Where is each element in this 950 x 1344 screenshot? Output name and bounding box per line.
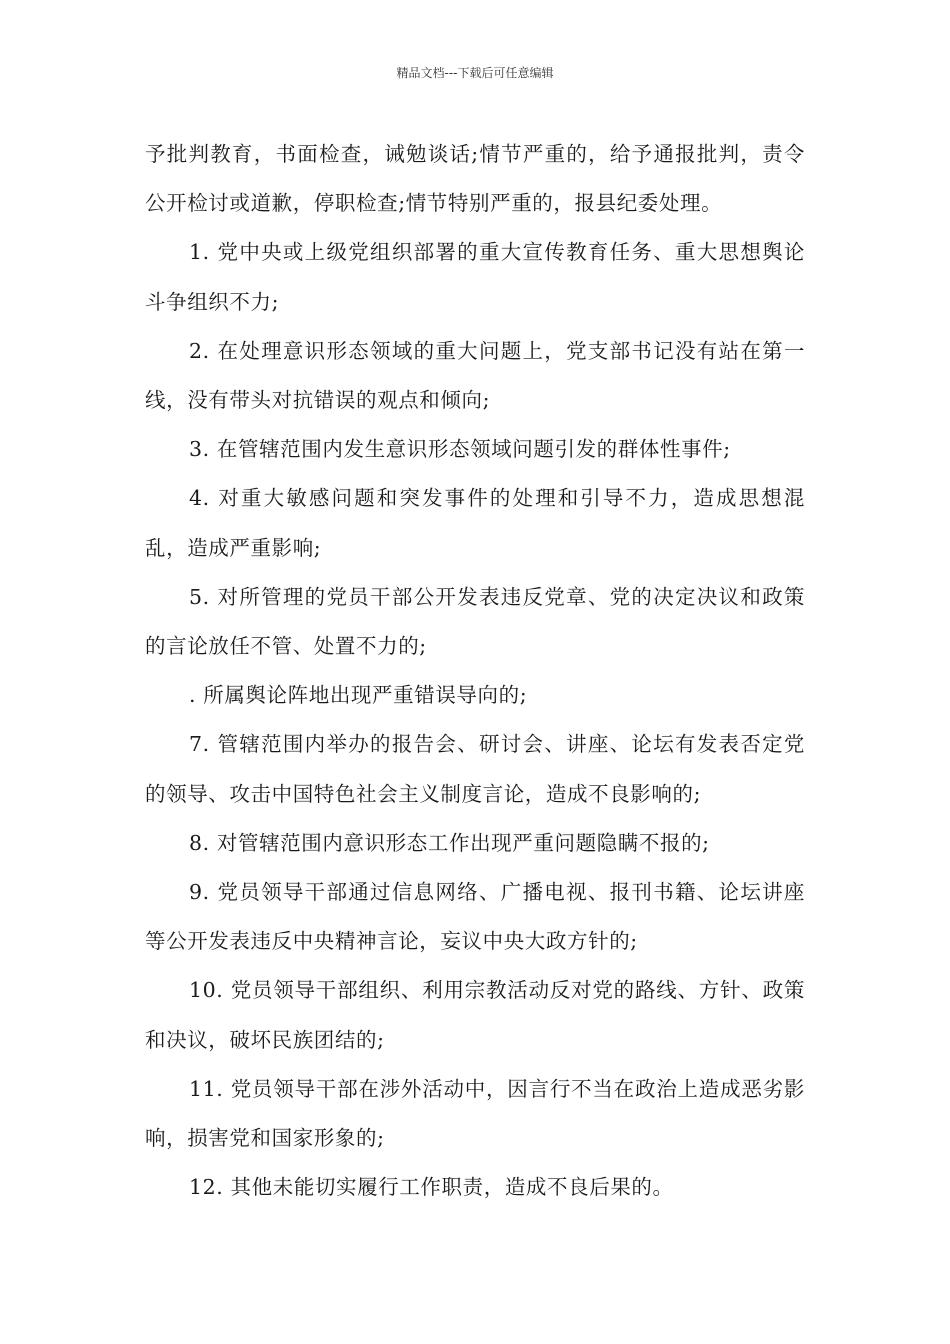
list-item: 9. 党员领导干部通过信息网络、广播电视、报刊书籍、论坛讲座等公开发表违反中央精神言论，妄议中央大政方针的; xyxy=(145,880,805,954)
list-item: . 所属舆论阵地出现严重错误导向的; xyxy=(189,683,528,708)
list-item: 8. 对管辖范围内意识形态工作出现严重问题隐瞒不报的; xyxy=(189,830,710,855)
list-item: 3. 在管辖范围内发生意识形态领域问题引发的群体性事件; xyxy=(189,437,731,462)
list-item: 2. 在处理意识形态领域的重大问题上，党支部书记没有站在第一线，没有带头对抗错误的观点和倾向; xyxy=(145,338,805,413)
paragraph: 予批判教育，书面检查，诫勉谈话;情节严重的，给予通报批判，责令公开检讨或道歉，停职检查;情节特别严重的，报县纪委处理。 xyxy=(145,142,805,216)
list-item: 4. 对重大敏感问题和突发事件的处理和引导不力，造成思想混乱，造成严重影响; xyxy=(145,486,805,560)
list-item: 12. 其他未能切实履行工作职责，造成不良后果的。 xyxy=(189,1175,674,1200)
list-item: 7. 管辖范围内举办的报告会、研讨会、讲座、论坛有发表否定党的领导、攻击中国特色社会主义制度言论，造成不良影响的; xyxy=(145,732,805,806)
list-item: 10. 党员领导干部组织、利用宗教活动反对党的路线、方针、政策和决议，破坏民族团结的; xyxy=(145,978,805,1052)
document-body xyxy=(145,130,805,1212)
list-item: 11. 党员领导干部在涉外活动中，因言行不当在政治上造成恶劣影响，损害党和国家形象的; xyxy=(145,1076,805,1151)
list-item: 5. 对所管理的党员干部公开发表违反党章、党的决定决议和政策的言论放任不管、处置不力的; xyxy=(145,584,805,659)
page-header: 精品文档---下载后可任意编辑 xyxy=(396,66,554,80)
list-item: 1. 党中央或上级党组织部署的重大宣传教育任务、重大思想舆论斗争组织不力; xyxy=(145,240,805,314)
